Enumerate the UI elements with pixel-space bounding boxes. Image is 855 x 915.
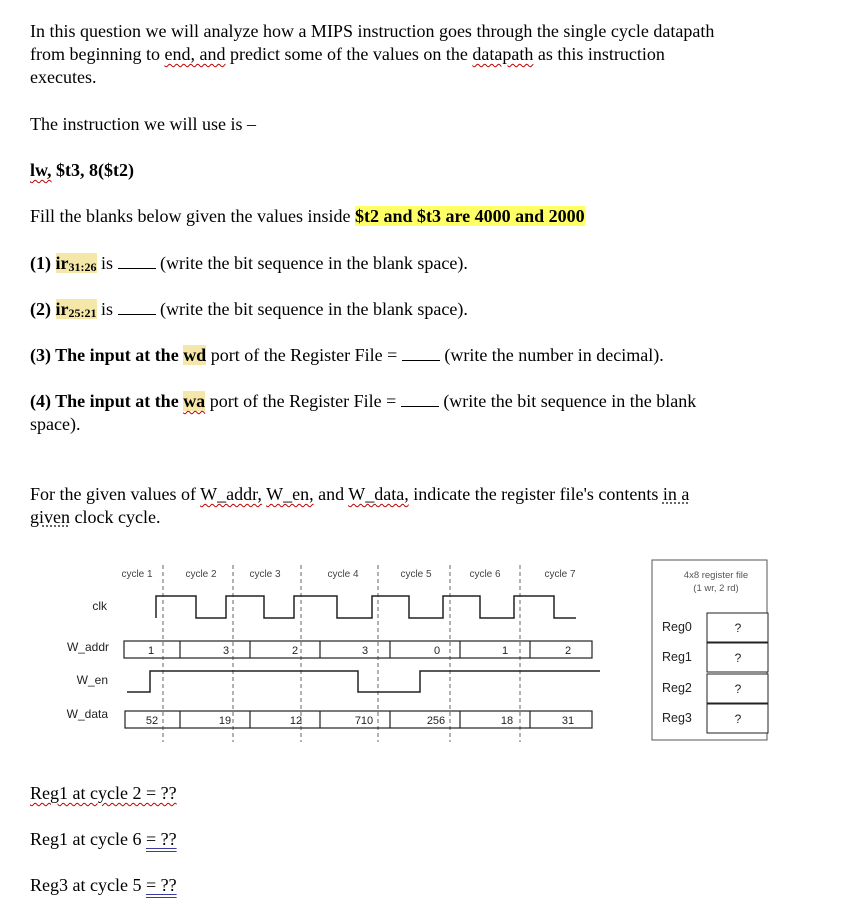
cycle-label: cycle 4 — [327, 569, 359, 580]
intro-text: In this question we will analyze how a MIPS instruction goes through the single cycle datapath — [30, 21, 715, 41]
intro-text: predict some of the values on the — [225, 44, 473, 64]
w-data-value: 710 — [354, 715, 374, 727]
w-addr-value: 2 — [564, 645, 572, 657]
question-number: (1) — [30, 253, 56, 273]
cycle-label: cycle 3 — [249, 569, 281, 580]
question-text: (3) The input at the — [30, 345, 184, 365]
cycle-label: cycle 5 — [400, 569, 432, 580]
question-port: wd — [183, 345, 207, 365]
question-port: wa — [183, 391, 206, 411]
register-name: Reg0 — [662, 620, 692, 634]
register-value: ? — [734, 682, 742, 696]
w-data-value: 19 — [218, 715, 232, 727]
w-data-value: 52 — [145, 715, 159, 727]
ir-bits: 25:21 — [68, 306, 97, 320]
question-text: (write the bit sequence in the blank — [438, 391, 697, 411]
question-text: (write the bit sequence in the blank space). — [155, 253, 468, 273]
ir-bits: 31:26 — [68, 260, 97, 274]
register-intro-term: given — [30, 507, 70, 527]
w-data-value: 18 — [500, 715, 514, 727]
question-text: port of the Register File = — [206, 345, 402, 365]
w-addr-value: 3 — [361, 645, 369, 657]
cycle-label: cycle 7 — [544, 569, 576, 580]
register-name: Reg2 — [662, 681, 692, 695]
answer-reg3-cycle5 — [30, 874, 177, 897]
fill-highlight: $t2 and $t3 are 4000 and 2000 — [354, 206, 585, 226]
answer-reg1-cycle6 — [30, 828, 177, 851]
register-intro-term: W_en, — [266, 484, 314, 504]
w-addr-value: 2 — [291, 645, 299, 657]
register-intro-text: and — [313, 484, 349, 504]
instruction-op: lw, — [30, 160, 52, 180]
register-value: ? — [734, 712, 742, 726]
register-intro-text: For the given values of — [30, 484, 201, 504]
register-file-title: 4x8 register file — [683, 570, 749, 581]
instruction-intro: The instruction we will use is – — [30, 114, 256, 134]
cycle-label: cycle 2 — [185, 569, 217, 580]
signal-label: W_data — [66, 707, 108, 721]
register-name: Reg1 — [662, 650, 692, 664]
answer-text: Reg1 at cycle 2 = ?? — [30, 783, 177, 803]
register-intro-text: clock cycle. — [70, 507, 161, 527]
answer-reg1-cycle2 — [30, 782, 177, 805]
w-addr-value: 0 — [433, 645, 441, 657]
instruction-operands: $t3, 8($t2) — [51, 160, 134, 180]
answer-text: Reg1 at cycle 6 — [30, 829, 146, 849]
intro-text: from beginning to — [30, 44, 165, 64]
register-intro-term: W_addr, — [200, 484, 262, 504]
question-text: (write the bit sequence in the blank space). — [155, 299, 468, 319]
question-text: port of the Register File = — [205, 391, 401, 411]
clk-waveform — [156, 596, 576, 618]
question-text: is — [96, 253, 114, 273]
w-addr-value: 3 — [222, 645, 230, 657]
cycle-label: cycle 1 — [121, 569, 153, 580]
register-value: ? — [734, 651, 742, 665]
register-file-subtitle: (1 wr, 2 rd) — [693, 583, 739, 594]
question-text: (4) The input at the — [30, 391, 184, 411]
signal-label: W_en — [76, 673, 108, 687]
answer-text: Reg3 at cycle 5 — [30, 875, 146, 895]
w-addr-bus — [124, 641, 592, 658]
register-value: ? — [734, 621, 742, 635]
w-en-waveform — [127, 671, 600, 692]
question-number: (2) — [30, 299, 56, 319]
ir-name: ir — [55, 253, 69, 273]
intro-text: as this instruction — [533, 44, 665, 64]
signal-label: W_addr — [66, 640, 109, 654]
cycle-label: cycle 6 — [469, 569, 501, 580]
intro-text: executes. — [30, 67, 97, 87]
intro-text: datapath — [472, 44, 534, 64]
intro-text: end, and — [164, 44, 226, 64]
w-addr-value: 1 — [501, 645, 509, 657]
w-data-value: 256 — [426, 715, 446, 727]
fill-prefix: Fill the blanks below given the values inside — [30, 206, 355, 226]
question-4-line-2: space). — [30, 414, 81, 434]
ir-name: ir — [55, 299, 69, 319]
register-intro-text: indicate the register file's contents — [408, 484, 663, 504]
question-text: is — [96, 299, 114, 319]
register-intro-term: in a — [662, 484, 690, 504]
register-name: Reg3 — [662, 711, 692, 725]
w-addr-value: 1 — [147, 645, 155, 657]
w-data-value: 12 — [289, 715, 303, 727]
w-data-value: 31 — [561, 715, 575, 727]
signal-label: clk — [92, 599, 107, 613]
answer-text: = ?? — [145, 875, 177, 895]
answer-text: = ?? — [145, 829, 177, 849]
register-intro-term: W_data, — [348, 484, 409, 504]
question-text: (write the number in decimal). — [439, 345, 664, 365]
